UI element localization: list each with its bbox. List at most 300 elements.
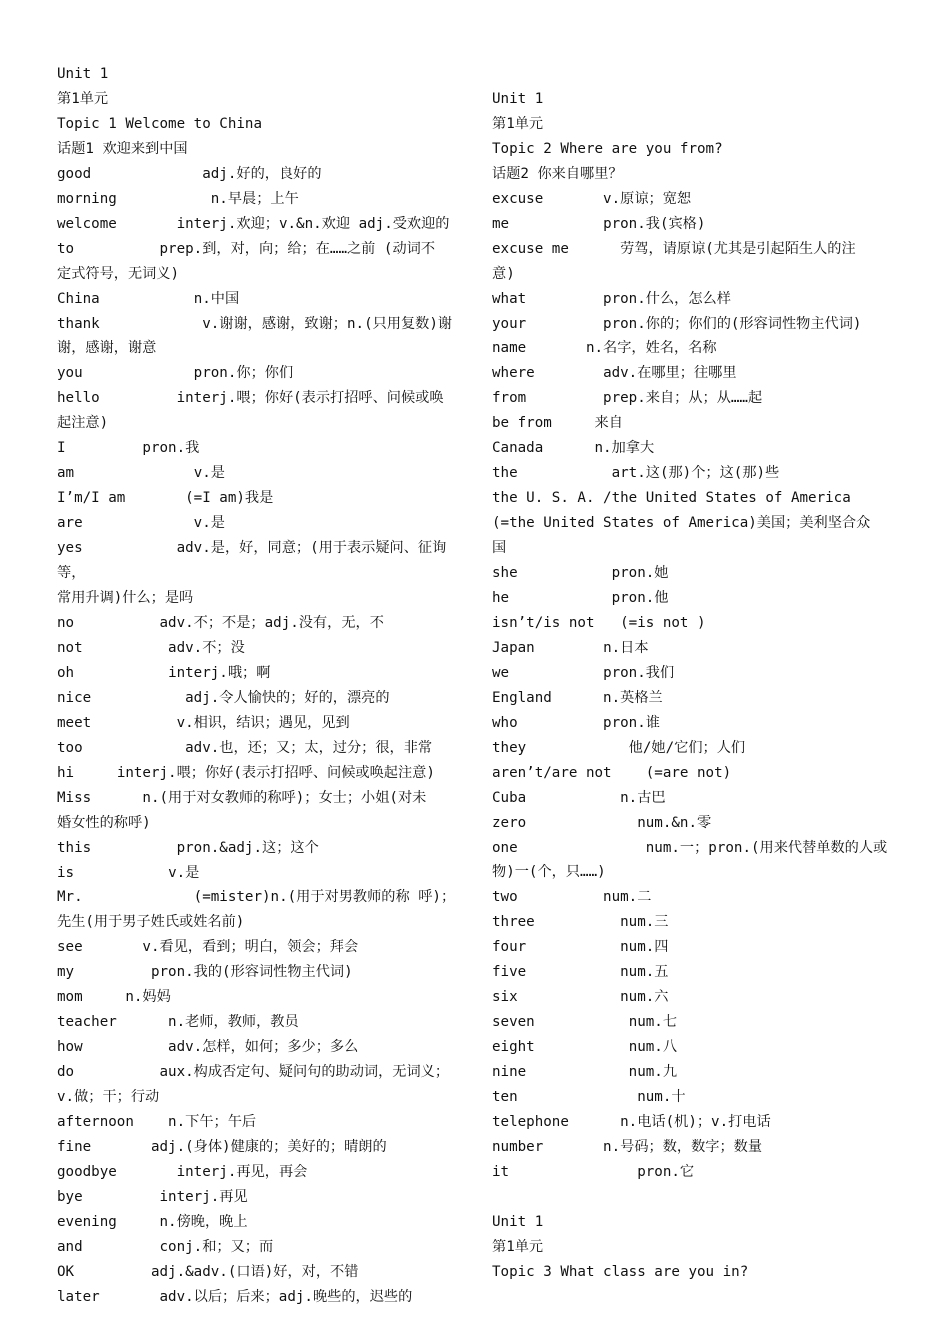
vocab-word: to (57, 240, 75, 257)
spacing (526, 390, 603, 406)
vocab-entry (492, 1160, 902, 1185)
vocab-word: he (492, 590, 510, 606)
vocab-definition: 他/她/它们；人们 (628, 739, 746, 756)
vocab-word: five (492, 964, 527, 981)
spacing (535, 365, 603, 381)
vocab-definition: v.看见，看到；明白，领会；拜会 (142, 939, 359, 956)
vocab-definition: pron.它 (637, 1163, 695, 1180)
spacing (83, 889, 194, 905)
vocab-entry (492, 237, 902, 262)
vocab-entry (57, 1185, 467, 1210)
vocab-entry (492, 885, 902, 910)
vocab-word: the (492, 465, 518, 482)
vocab-entry (492, 736, 902, 761)
definition-continuation: 婚女性的称呼) (57, 814, 151, 831)
spacing (83, 740, 186, 756)
vocab-word: no (57, 614, 75, 631)
definition-continuation: 定式符号，无词义) (57, 265, 180, 282)
vocab-word: be from (492, 415, 552, 432)
vocab-definition: n.中国 (193, 290, 240, 307)
vocab-word: nice (57, 689, 92, 706)
vocab-definition: pron.你；你们 (193, 365, 294, 382)
left-column (57, 62, 467, 1310)
vocab-word: oh (57, 664, 75, 681)
vocab-word: two (492, 889, 518, 906)
section-heading: Topic 2 Where are you from? (492, 140, 723, 157)
vocab-word: Japan (492, 639, 535, 656)
vocab-definition: num.六 (620, 989, 669, 1006)
vocab-definition: pron.什么，怎么样 (603, 290, 731, 307)
vocab-entry (57, 786, 467, 811)
vocab-word: what (492, 290, 527, 307)
vocab-entry (57, 1160, 467, 1185)
vocab-word: welcome (57, 215, 117, 232)
vocab-word: I (57, 440, 66, 457)
vocab-word: this (57, 839, 92, 856)
vocab-entry (57, 636, 467, 661)
spacing (117, 1164, 177, 1180)
vocab-definition: adv.不；没 (168, 639, 245, 656)
section-heading: Topic 3 What class are you in? (492, 1263, 749, 1280)
spacing (74, 1264, 151, 1280)
vocab-word: not (57, 639, 83, 656)
spacing (509, 1164, 637, 1180)
vocab-entry (57, 1210, 467, 1235)
spacing (91, 166, 202, 182)
vocab-definition: pron.我 (142, 440, 200, 457)
vocab-definition: n.古巴 (620, 789, 666, 806)
vocab-definition: v.是 (193, 465, 225, 482)
vocab-definition: 劳驾，请原谅(尤其是引起陌生人的注 (620, 240, 856, 257)
vocab-word: me (492, 215, 510, 232)
vocab-definition: n.名字，姓名，名称 (585, 340, 717, 357)
vocab-entry (492, 1060, 902, 1085)
vocab-definition: n.加拿大 (594, 440, 655, 457)
spacing (83, 540, 177, 556)
vocab-word: Miss (57, 789, 92, 806)
vocab-word: where (492, 365, 535, 382)
vocab-word: morning (57, 190, 117, 207)
spacing (83, 365, 194, 381)
vocab-entry (492, 386, 902, 411)
vocab-definition: num.四 (620, 939, 669, 956)
definition-continuation: 国 (492, 540, 507, 557)
vocab-word: teacher (57, 1014, 117, 1031)
spacing (535, 1014, 629, 1030)
vocab-definition: num.八 (628, 1039, 678, 1056)
blank-line (492, 62, 902, 87)
spacing (509, 216, 603, 232)
vocab-word: yes (57, 540, 83, 557)
vocab-definition: interj.哦；啊 (168, 664, 271, 681)
spacing (518, 465, 612, 481)
spacing (526, 316, 603, 332)
vocab-definition: prep.到，对，向；给；在……之前 (动词不 (159, 240, 436, 257)
vocab-word: afternoon (57, 1114, 134, 1131)
spacing (83, 640, 168, 656)
vocab-entry (492, 486, 902, 511)
vocab-definition: n.英格兰 (603, 689, 663, 706)
vocab-entry (492, 836, 902, 861)
vocab-entry (492, 461, 902, 486)
section-heading: Unit 1 (492, 90, 544, 107)
vocab-definition: pron.他 (611, 590, 669, 606)
spacing (91, 1139, 151, 1155)
vocab-entry (57, 361, 467, 386)
vocab-definition: adj.&adv.(口语)好，对，不错 (150, 1263, 359, 1280)
vocab-word: hello (57, 390, 100, 407)
definition-continuation: (=the United States of America)美国；美利坚合众 (492, 515, 871, 532)
spacing (91, 715, 176, 731)
vocab-word: goodbye (57, 1163, 117, 1180)
vocab-definition: 来自 (594, 415, 623, 432)
spacing (526, 740, 629, 756)
definition-continuation: 谢，感谢，谢意 (57, 340, 157, 357)
vocab-definition: num.三 (620, 914, 669, 931)
vocab-word: ten (492, 1089, 518, 1106)
vocab-entry (492, 436, 902, 461)
vocab-entry (492, 661, 902, 686)
spacing (74, 665, 168, 681)
vocab-entry (492, 561, 902, 586)
spacing (134, 1114, 168, 1130)
spacing (518, 889, 603, 905)
vocab-entry (492, 336, 902, 361)
spacing (117, 1214, 160, 1230)
vocab-entry (57, 461, 467, 486)
vocab-word: bye (57, 1188, 83, 1205)
spacing (518, 715, 603, 731)
vocab-definition: pron.谁 (603, 714, 660, 731)
vocab-definition: interj.喂；你好(表示打招呼、问候或唤 (176, 390, 444, 407)
vocab-definition: aux.构成否定句、疑问句的助动词，无词义； (159, 1064, 450, 1081)
spacing (509, 665, 603, 681)
vocab-word: one (492, 839, 518, 856)
vocab-entry (57, 661, 467, 686)
spacing (83, 1239, 160, 1255)
section-heading: 话题1 欢迎来到中国 (57, 140, 188, 157)
vocab-definition: num.九 (628, 1064, 678, 1081)
spacing (74, 615, 159, 631)
vocab-definition: adv.在哪里；往哪里 (603, 365, 737, 382)
spacing (535, 914, 620, 930)
vocab-word: do (57, 1064, 75, 1081)
vocab-entry (57, 162, 467, 187)
spacing (518, 565, 612, 581)
vocab-entry (57, 312, 467, 337)
vocab-word: my (57, 964, 75, 981)
spacing (74, 241, 159, 257)
vocab-word: zero (492, 814, 527, 831)
vocab-definition: num.五 (620, 964, 669, 981)
vocab-word: how (57, 1039, 83, 1056)
section-heading: 话题2 你来自哪里？ (492, 165, 623, 182)
vocab-definition: prep.来自；从；从……起 (603, 390, 763, 407)
vocab-entry (492, 711, 902, 736)
spacing (569, 1114, 620, 1130)
vocab-definition: (=I am)我是 (185, 490, 274, 507)
vocab-word: mom (57, 989, 83, 1006)
spacing (66, 440, 143, 456)
vocab-definition: (=is not ) (620, 614, 706, 631)
vocab-word: seven (492, 1014, 535, 1031)
section-heading: 第1单元 (57, 90, 109, 107)
vocab-definition: pron.我(宾格) (603, 215, 706, 232)
vocab-word: from (492, 390, 527, 407)
vocab-entry (57, 960, 467, 985)
spacing (509, 590, 612, 606)
vocab-word: good (57, 165, 92, 182)
vocab-entry (492, 636, 902, 661)
vocab-entry (57, 1135, 467, 1160)
vocab-entry (492, 312, 902, 337)
spacing (91, 690, 185, 706)
section-heading: Unit 1 (492, 1213, 544, 1230)
spacing (74, 964, 151, 980)
vocab-entry (57, 711, 467, 736)
spacing (526, 291, 603, 307)
vocab-entry (492, 1035, 902, 1060)
vocab-word: OK (57, 1263, 75, 1280)
spacing (526, 964, 620, 980)
vocab-entry (492, 811, 902, 836)
vocab-entry (57, 1260, 467, 1285)
vocab-entry (492, 960, 902, 985)
vocab-word: see (57, 939, 83, 956)
vocab-definition: v.原谅；宽恕 (603, 190, 692, 207)
definition-continuation: 物)一(个，只……) (492, 864, 606, 881)
vocab-word: fine (57, 1138, 92, 1155)
vocab-definition: n.下午；午后 (168, 1114, 257, 1131)
vocab-word: evening (57, 1213, 117, 1230)
vocab-definition: v.相识，结识；遇见，见到 (176, 714, 350, 731)
vocab-entry (57, 386, 467, 411)
vocab-entry (492, 985, 902, 1010)
vocab-word: England (492, 689, 552, 706)
vocab-definition: pron.她 (611, 565, 669, 582)
vocab-definition: n.日本 (603, 639, 649, 656)
vocab-word: six (492, 989, 518, 1006)
vocab-entry (57, 212, 467, 237)
vocab-entry (492, 1135, 902, 1160)
vocab-definition: adj.好的，良好的 (202, 165, 322, 182)
vocab-word: name (492, 340, 527, 357)
vocab-entry (492, 761, 902, 786)
vocab-definition: v.谢谢，感谢，致谢；n.(只用复数)谢 (202, 315, 453, 332)
vocab-definition: v.是 (168, 864, 200, 881)
spacing (83, 989, 126, 1005)
section-heading: 第1单元 (492, 115, 544, 132)
vocab-definition: conj.和；又；而 (159, 1238, 274, 1255)
vocab-word: later (57, 1288, 100, 1305)
spacing (83, 939, 143, 955)
vocab-entry (57, 885, 467, 910)
vocab-word: your (492, 315, 527, 332)
definition-continuation: 先生(用于男子姓氏或姓名前) (57, 914, 245, 931)
vocab-word: is (57, 864, 75, 881)
vocab-word: are (57, 515, 83, 532)
vocab-word: am (57, 465, 75, 482)
vocab-word: she (492, 565, 518, 582)
vocab-entry (57, 1235, 467, 1260)
vocab-definition: adv.怎样，如何；多少；多么 (168, 1039, 359, 1056)
vocab-definition: art.这(那)个；这(那)些 (611, 465, 780, 482)
vocab-definition: (=mister)n.(用于对男教师的称 呼)； (193, 889, 456, 906)
vocab-definition: interj.欢迎；v.&n.欢迎 adj.受欢迎的 (176, 215, 450, 232)
spacing (91, 790, 142, 806)
vocab-entry (57, 1110, 467, 1135)
spacing (518, 989, 621, 1005)
vocab-word: you (57, 365, 83, 382)
vocab-word: excuse (492, 190, 544, 207)
vocab-entry (492, 361, 902, 386)
vocab-entry (492, 910, 902, 935)
vocab-word: thank (57, 315, 100, 332)
vocab-definition: adv.不；不是；adj.没有，无，不 (159, 614, 384, 631)
vocab-entry (492, 1085, 902, 1110)
vocab-word: three (492, 914, 535, 931)
spacing (74, 865, 168, 881)
spacing (543, 1139, 603, 1155)
vocab-word: Cuba (492, 789, 527, 806)
spacing (100, 1289, 160, 1305)
vocab-entry (57, 935, 467, 960)
spacing (526, 790, 620, 806)
vocab-word: nine (492, 1064, 527, 1081)
definition-continuation: 起注意) (57, 415, 109, 432)
vocab-entry (57, 611, 467, 636)
spacing (526, 939, 620, 955)
spacing (83, 515, 194, 531)
spacing (83, 1039, 168, 1055)
vocab-entry (57, 1285, 467, 1310)
vocab-entry (57, 836, 467, 861)
vocab-entry (57, 1035, 467, 1060)
spacing (100, 316, 203, 332)
spacing (552, 690, 603, 706)
vocab-entry (492, 411, 902, 436)
vocab-entry (492, 935, 902, 960)
vocab-definition: interj.喂；你好(表示打招呼、问候或唤起注意) (116, 764, 435, 781)
definition-continuation: v.做；干；行动 (57, 1089, 160, 1106)
vocab-entry (57, 237, 467, 262)
vocab-entry (57, 686, 467, 711)
section-heading: Topic 1 Welcome to China (57, 115, 262, 132)
vocab-word: I’m/I am (57, 490, 126, 507)
vocab-word: China (57, 290, 100, 307)
vocab-definition: num.&n.零 (637, 814, 712, 831)
spacing (595, 615, 621, 631)
spacing (612, 765, 646, 781)
section-heading: Unit 1 (57, 66, 109, 82)
vocab-definition: (=are not) (645, 764, 732, 781)
vocab-word: excuse me (492, 240, 569, 257)
spacing (552, 415, 595, 431)
vocab-definition: adv.也，还；又；太，过分；很，非常 (185, 739, 433, 756)
vocab-definition: n.(用于对女教师的称呼)；女士；小姐(对未 (142, 789, 427, 806)
vocab-definition: n.早晨；上午 (210, 190, 299, 207)
vocab-definition: n.电话(机)；v.打电话 (620, 1114, 771, 1131)
vocab-entry (57, 861, 467, 886)
spacing (125, 490, 185, 506)
vocab-entry (57, 1060, 467, 1085)
spacing (74, 1064, 159, 1080)
vocab-word: too (57, 739, 83, 756)
spacing (543, 440, 594, 456)
vocab-definition: adj.令人愉快的；好的，漂亮的 (185, 689, 390, 706)
vocab-definition: n.傍晚，晚上 (159, 1213, 248, 1230)
spacing (117, 216, 177, 232)
vocab-word: eight (492, 1039, 535, 1056)
vocab-word: telephone (492, 1114, 569, 1131)
vocab-word: Mr. (57, 889, 83, 906)
vocab-definition: interj.再见 (159, 1188, 248, 1205)
spacing (535, 640, 603, 656)
vocab-entry (57, 736, 467, 761)
vocab-entry (57, 187, 467, 212)
spacing (117, 1014, 168, 1030)
vocab-definition: interj.再见，再会 (176, 1163, 308, 1180)
vocab-word: aren’t/are not (492, 764, 612, 781)
vocab-definition: n.妈妈 (125, 989, 171, 1006)
vocab-entry (57, 1010, 467, 1035)
spacing (74, 765, 117, 781)
vocab-definition: n.号码；数，数字；数量 (603, 1138, 763, 1155)
vocab-word: number (492, 1138, 544, 1155)
vocab-word: we (492, 664, 510, 681)
vocab-definition: adj.(身体)健康的；美好的；晴朗的 (150, 1138, 387, 1155)
vocab-word: meet (57, 714, 92, 731)
vocab-entry (492, 212, 902, 237)
vocab-word: and (57, 1238, 83, 1255)
spacing (83, 1189, 160, 1205)
vocab-entry (492, 287, 902, 312)
vocab-entry (492, 586, 902, 611)
vocab-definition: pron.&adj.这；这个 (176, 839, 319, 856)
vocab-entry (492, 1010, 902, 1035)
vocab-entry (492, 611, 902, 636)
spacing (518, 1089, 638, 1105)
vocab-entry (492, 686, 902, 711)
vocab-definition: num.十 (637, 1089, 686, 1106)
definition-continuation: 常用升调)什么；是吗 (57, 590, 194, 607)
vocab-definition: num.一；pron.(用来代替单数的人或 (645, 839, 888, 856)
vocab-definition: num.七 (628, 1014, 678, 1031)
spacing (535, 1039, 629, 1055)
blank-line (492, 1185, 902, 1210)
vocab-entry (57, 536, 467, 586)
vocab-entry (492, 786, 902, 811)
spacing (100, 390, 177, 406)
vocab-entry (57, 287, 467, 312)
vocab-word: who (492, 714, 518, 731)
vocab-entry (57, 436, 467, 461)
vocab-definition: v.是 (193, 515, 225, 532)
vocab-definition: pron.我们 (603, 664, 675, 681)
spacing (100, 291, 194, 307)
vocab-entry (57, 511, 467, 536)
vocab-word: hi (57, 764, 75, 781)
vocab-definition: pron.我的(形容词性物主代词) (150, 964, 353, 981)
definition-continuation: 意) (492, 265, 515, 282)
vocab-entry (57, 985, 467, 1010)
vocab-definition: n.老师，教师，教员 (168, 1014, 299, 1031)
vocab-definition: adv.以后；后来；adj.晚些的，迟些的 (159, 1288, 413, 1305)
vocab-word: the U. S. A. /the United States of America (492, 490, 851, 507)
spacing (569, 241, 620, 257)
vocab-entry (492, 1110, 902, 1135)
section-heading: 第1单元 (492, 1238, 544, 1255)
